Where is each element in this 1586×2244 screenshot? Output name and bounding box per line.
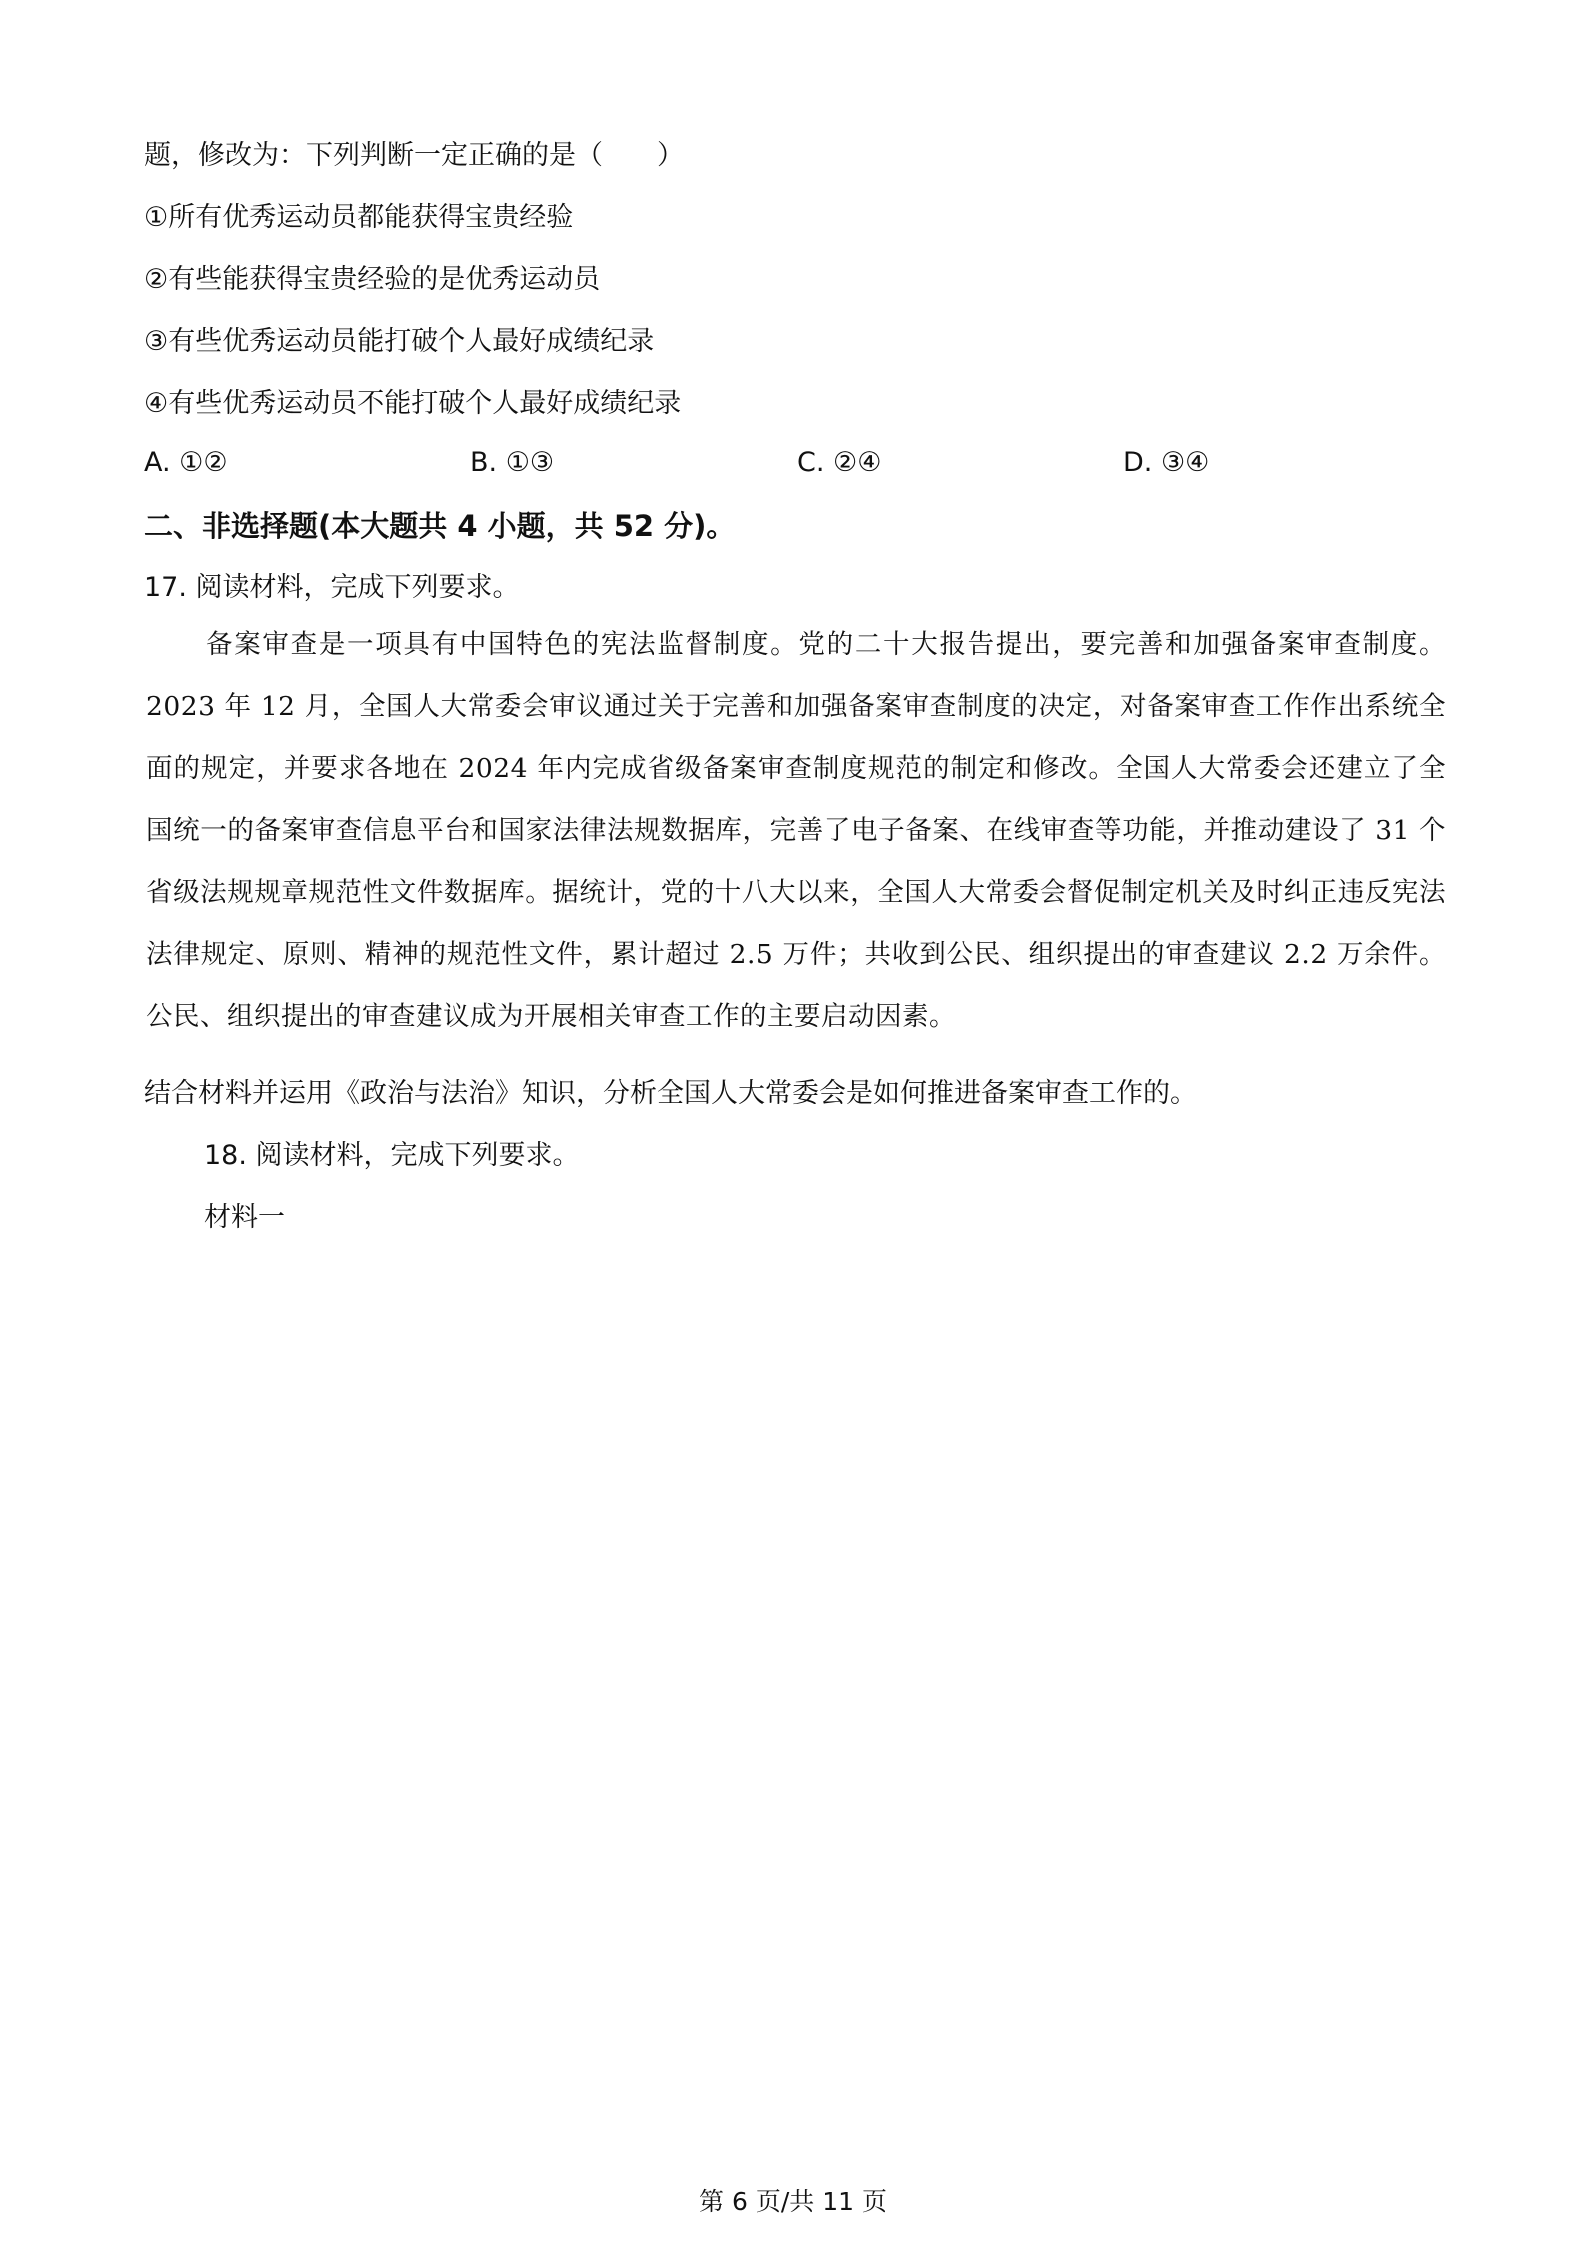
page-number-footer: 第 6 页/共 11 页 [699,2187,887,2216]
question-17-requirement: 结合材料并运用《政治与法治》知识，分析全国人大常委会是如何推进备案审查工作的。 [144,1078,1197,1109]
question-16-stem-tail: 题，修改为：下列判断一定正确的是（ ） [144,140,684,171]
section-2-heading: 二、非选择题(本大题共 4 小题，共 52 分)。 [144,509,736,543]
question-18-material-label: 材料一 [204,1202,285,1233]
option-c: C. ②④ [797,447,882,478]
question-18-title: 18. 阅读材料，完成下列要求。 [204,1140,580,1171]
question-17-material: 备案审查是一项具有中国特色的宪法监督制度。党的二十大报告提出，要完善和加强备案审查制度。2023 年 12 月，全国人大常委会审议通过关于完善和加强备案审查制度的决定，对备案审查工作作出系统全面的规定，并要求各地在 2024 年内完成省级备案审查制度规范的制定和修改。全国人大常委会还建立了全国统一的备案审查信息平台和国家法律法规数据库，完善了电子备案、在线审查等功能，并推动建设了 31 个省级法规规章规范性文件数据库。据统计，党的十八大以来，全国人大常委会督促制定机关及时纠正违反宪法法律规定、原则、精神的规范性文件，累计超过 2.5 万件；共收到公民、组织提出的审查建议 2.2 万余件。公民、组织提出的审查建议成为开展相关审查工作的主要启动因素。 [146,629,1446,1032]
option-b: B. ①③ [470,447,555,478]
statement-4: ④有些优秀运动员不能打破个人最好成绩纪录 [144,388,682,419]
question-17-title: 17. 阅读材料，完成下列要求。 [144,572,520,603]
option-d: D. ③④ [1123,447,1210,478]
option-a: A. ①② [144,447,228,478]
statement-1: ①所有优秀运动员都能获得宝贵经验 [144,202,574,233]
statement-2: ②有些能获得宝贵经验的是优秀运动员 [144,264,601,295]
statement-3: ③有些优秀运动员能打破个人最好成绩纪录 [144,326,655,357]
